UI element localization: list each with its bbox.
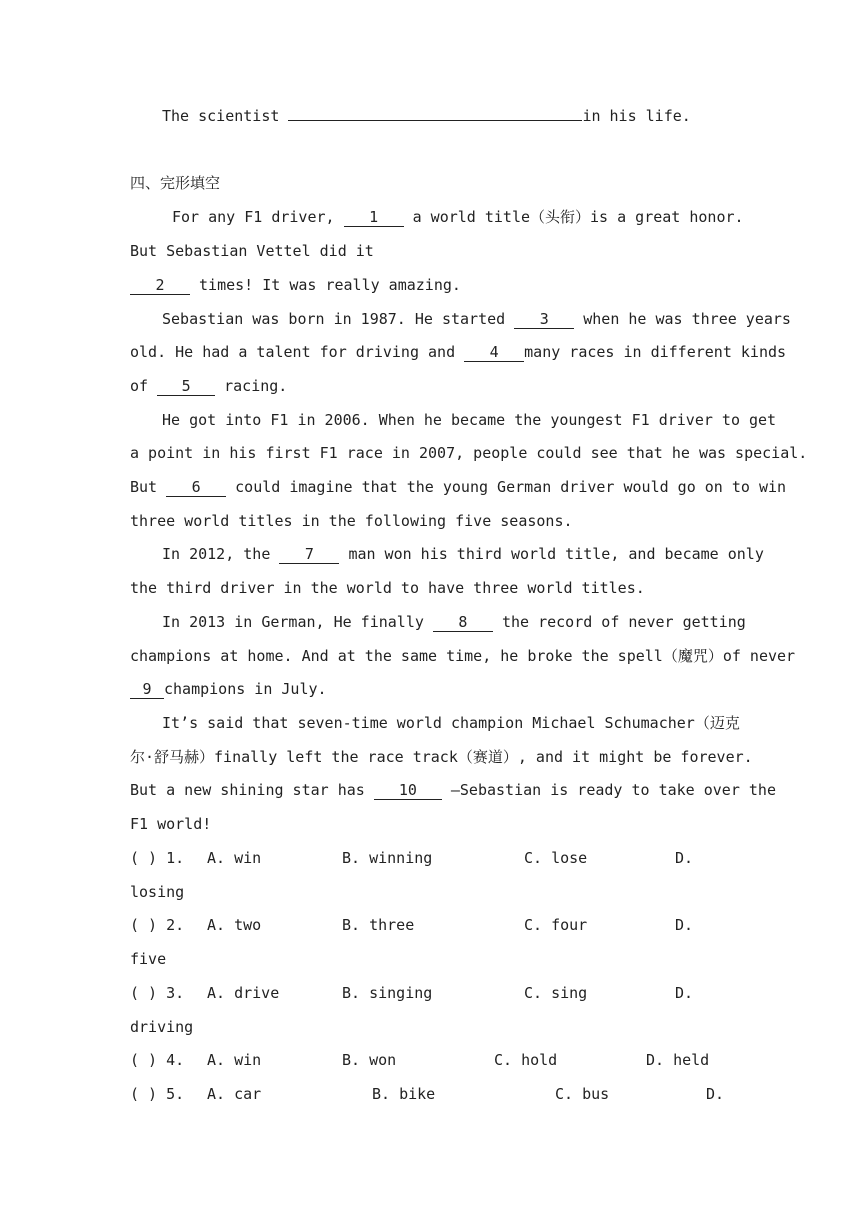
option-b[interactable]: B. winning <box>342 849 433 867</box>
passage-text: when he was three years <box>583 310 791 328</box>
option-a[interactable]: A. win <box>207 849 262 867</box>
passage-text: of <box>130 377 149 395</box>
option-a[interactable]: A. car <box>207 1085 262 1103</box>
passage-text: old. He had a talent for driving and <box>130 343 456 361</box>
option-d[interactable]: D. held <box>646 1051 710 1069</box>
passage-line: He got into F1 in 2006. When he became the youngest F1 driver to get <box>162 411 777 429</box>
option-c[interactable]: C. lose <box>524 849 588 867</box>
question-number[interactable]: ( ) 1. <box>130 849 185 867</box>
option-a[interactable]: A. win <box>207 1051 262 1069</box>
passage-text: For any F1 driver, <box>172 208 335 226</box>
sentence-suffix: in his life. <box>582 107 691 125</box>
passage-line <box>130 780 776 800</box>
option-d[interactable]: D. <box>675 916 694 934</box>
option-d[interactable]: D. <box>706 1085 725 1103</box>
option-d[interactable]: D. <box>675 984 694 1002</box>
passage-text: could imagine that the young German driver would go on to win <box>235 478 787 496</box>
passage-line <box>162 612 746 632</box>
option-a[interactable]: A. two <box>207 916 262 934</box>
blank-5[interactable]: 5 <box>157 378 215 396</box>
blank-2[interactable]: 2 <box>130 277 190 295</box>
answer-blank[interactable] <box>288 120 582 121</box>
blank-9[interactable]: 9 <box>130 681 164 699</box>
option-d-text[interactable]: losing <box>130 883 185 901</box>
option-c[interactable]: C. hold <box>494 1051 558 1069</box>
option-b[interactable]: B. singing <box>342 984 433 1002</box>
blank-10[interactable]: 10 <box>374 782 442 800</box>
passage-text: In 2013 in German, He finally <box>162 613 424 631</box>
blank-7[interactable]: 7 <box>279 546 339 564</box>
passage-line <box>130 376 730 396</box>
passage-line: It’s said that seven-time world champion Michael Schumacher（迈克 <box>162 714 740 732</box>
option-d-text[interactable]: driving <box>130 1018 194 1036</box>
option-c[interactable]: C. sing <box>524 984 588 1002</box>
question-number[interactable]: ( ) 4. <box>130 1051 185 1069</box>
passage-text: many races in different kinds <box>524 343 787 361</box>
blank-3[interactable]: 3 <box>514 311 574 329</box>
passage-text: —Sebastian is ready to take over the <box>450 781 776 799</box>
passage-line: But Sebastian Vettel did it <box>130 242 374 260</box>
option-c[interactable]: C. bus <box>555 1085 610 1103</box>
passage-text: But a new shining star has <box>130 781 365 799</box>
blank-4[interactable]: 4 <box>464 344 524 362</box>
option-c[interactable]: C. four <box>524 916 588 934</box>
sentence-prefix: The scientist <box>162 107 289 125</box>
passage-line: three world titles in the following five seasons. <box>130 512 573 530</box>
passage-line <box>130 275 730 295</box>
passage-text: racing. <box>224 377 288 395</box>
option-b[interactable]: B. bike <box>372 1085 436 1103</box>
passage-line: the third driver in the world to have three world titles. <box>130 579 645 597</box>
blank-8[interactable]: 8 <box>433 614 493 632</box>
passage-line <box>130 477 787 497</box>
passage-text: the record of never getting <box>501 613 746 631</box>
option-a[interactable]: A. drive <box>207 984 280 1002</box>
section-title: 四、完形填空 <box>130 174 221 192</box>
blank-6[interactable]: 6 <box>166 479 226 497</box>
passage-line <box>162 309 791 329</box>
sentence-completion-line <box>162 106 762 126</box>
passage-text: man won his third world title, and became only <box>348 545 764 563</box>
passage-line <box>130 679 730 699</box>
passage-text: Sebastian was born in 1987. He started <box>162 310 506 328</box>
option-b[interactable]: B. won <box>342 1051 397 1069</box>
passage-text: times! It was really amazing. <box>199 276 461 294</box>
passage-text: In 2012, the <box>162 545 271 563</box>
question-number[interactable]: ( ) 3. <box>130 984 185 1002</box>
blank-1[interactable]: 1 <box>344 209 404 227</box>
option-d[interactable]: D. <box>675 849 694 867</box>
passage-text: But <box>130 478 158 496</box>
passage-line <box>172 207 772 227</box>
option-b[interactable]: B. three <box>342 916 415 934</box>
passage-text: champions in July. <box>164 680 327 698</box>
passage-line <box>162 544 764 564</box>
passage-line <box>130 342 787 362</box>
option-d-text[interactable]: five <box>130 950 167 968</box>
passage-line: 尔·舒马赫）finally left the race track（赛道）, and it might be forever. <box>130 748 753 766</box>
passage-text: a world title（头衔）is a great honor. <box>412 208 744 226</box>
passage-line: a point in his first F1 race in 2007, people could see that he was special. <box>130 444 808 462</box>
passage-line: champions at home. And at the same time, he broke the spell（魔咒）of never <box>130 647 796 665</box>
question-number[interactable]: ( ) 2. <box>130 916 185 934</box>
question-number[interactable]: ( ) 5. <box>130 1085 185 1103</box>
passage-line: F1 world! <box>130 815 212 833</box>
